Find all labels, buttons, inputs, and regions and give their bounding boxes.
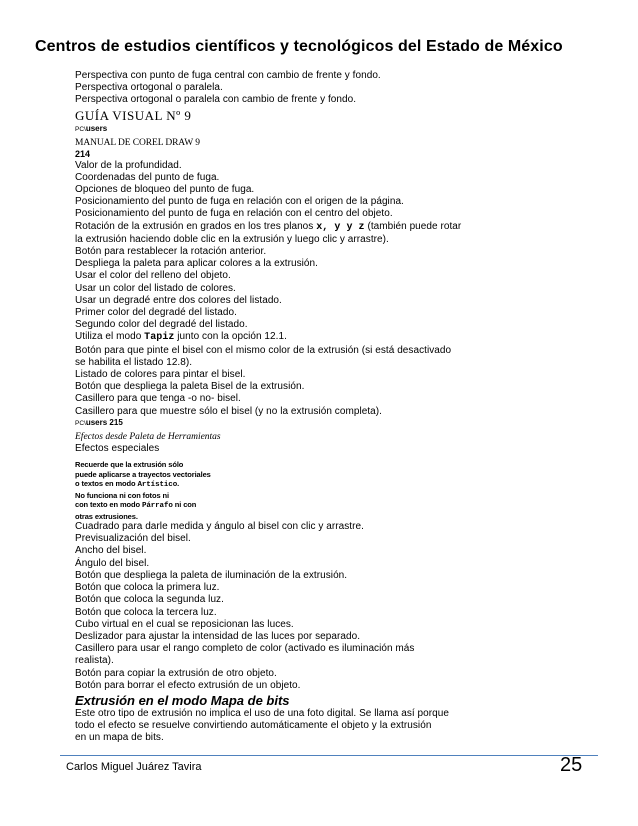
text-line: Opciones de bloqueo del punto de fuga. bbox=[75, 184, 255, 196]
rotation-prefix: Rotación de la extrusión en grados en los tres planos bbox=[75, 220, 317, 232]
page-header-title: Centros de estudios científicos y tecnológicos del Estado de México bbox=[35, 38, 563, 55]
note-text: o textos en modo bbox=[75, 479, 138, 489]
page-number: 25 bbox=[560, 754, 583, 776]
text-line: Deslizador para ajustar la intensidad de las luces por separado. bbox=[75, 630, 361, 642]
page-reference: 214 bbox=[75, 148, 91, 159]
text-line: Botón que coloca la tercera luz. bbox=[75, 606, 217, 618]
mono-term: Artístico bbox=[137, 481, 178, 490]
note-line: puede aplicarse a trayectos vectoriales bbox=[75, 469, 211, 479]
tapiz-line bbox=[75, 331, 575, 344]
tapiz-suffix: junto con la opción 12.1. bbox=[174, 331, 287, 343]
text-line: Primer color del degradé del listado. bbox=[75, 307, 237, 319]
text-line: Botón para que pinte el bisel con el mismo color de la extrusión (si está desactivado bbox=[75, 344, 452, 356]
pc-users-label bbox=[75, 124, 575, 134]
manual-title: MANUAL DE COREL DRAW 9 bbox=[75, 137, 200, 148]
pc-label: PC\ bbox=[75, 419, 86, 427]
text-line: Usar el color del relleno del objeto. bbox=[75, 270, 231, 282]
text-line: Botón que despliega la paleta Bisel de la extrusión. bbox=[75, 381, 305, 393]
text-line: Segundo color del degradé del listado. bbox=[75, 319, 248, 331]
text-line: Botón para restablecer la rotación anterior. bbox=[75, 246, 267, 258]
tapiz-word: Tapiz bbox=[144, 332, 175, 344]
text-line: Botón para copiar la extrusión de otro objeto. bbox=[75, 667, 277, 679]
pc-users-label bbox=[75, 418, 575, 428]
guia-visual-heading: GUÍA VISUAL Nº 9 bbox=[75, 107, 192, 123]
text-line: Cubo virtual en el cual se reposicionan las luces. bbox=[75, 618, 294, 630]
text-line: Este otro tipo de extrusión no implica el uso de una foto digital. Se llama así porque bbox=[75, 707, 449, 719]
text-line: en un mapa de bits. bbox=[75, 732, 164, 744]
pc-label: PC\ bbox=[75, 125, 86, 133]
text-line: Perspectiva ortogonal o paralela con cambio de frente y fondo. bbox=[75, 94, 357, 106]
extrusion-note bbox=[75, 460, 575, 521]
text-line: Casillero para que muestre sólo el bisel (y no la extrusión completa). bbox=[75, 405, 382, 417]
text-line: la extrusión haciendo doble clic en la extrusión y luego clic y arrastre). bbox=[75, 233, 389, 245]
text-line: Perspectiva ortogonal o paralela. bbox=[75, 82, 223, 94]
document-body bbox=[75, 70, 575, 745]
note-text: con texto en modo bbox=[75, 500, 142, 510]
rotation-line bbox=[75, 221, 575, 234]
text-line: se habilita el listado 12.8). bbox=[75, 356, 193, 368]
text-line: Usar un color del listado de colores. bbox=[75, 282, 236, 294]
text-line: Casillero para que tenga -o no- bisel. bbox=[75, 393, 241, 405]
text-line: Casillero para usar el rango completo de color (activado es iluminación más bbox=[75, 643, 415, 655]
text-line: Botón que coloca la primera luz. bbox=[75, 582, 220, 594]
text-line: Botón que despliega la paleta de iluminación de la extrusión. bbox=[75, 569, 348, 581]
note-text: . bbox=[177, 479, 180, 489]
users-label: users 215 bbox=[85, 417, 123, 427]
note-line: Recuerde que la extrusión sólo bbox=[75, 460, 184, 470]
text-line: Valor de la profundidad. bbox=[75, 159, 182, 171]
text-line: Botón para borrar el efecto extrusión de un objeto. bbox=[75, 679, 301, 691]
footer-rule bbox=[60, 755, 598, 756]
users-label: users bbox=[85, 123, 108, 133]
text-line: Previsualización del bisel. bbox=[75, 533, 191, 545]
note-line bbox=[75, 500, 575, 512]
text-line: Posicionamiento del punto de fuga en relación con el centro del objeto. bbox=[75, 208, 393, 220]
text-line: todo el efecto se resuelve convirtiendo automáticamente el objeto y la extrusión bbox=[75, 720, 432, 732]
text-line: Perspectiva con punto de fuga central con cambio de frente y fondo. bbox=[75, 70, 381, 81]
text-line: Ancho del bisel. bbox=[75, 545, 147, 557]
section-subheading: Extrusión en el modo Mapa de bits bbox=[75, 692, 290, 708]
efectos-caption: Efectos desde Paleta de Herramientas bbox=[75, 431, 221, 442]
note-line bbox=[75, 479, 575, 491]
text-line: Botón que coloca la segunda luz. bbox=[75, 594, 224, 606]
text-line: Ángulo del bisel. bbox=[75, 557, 150, 569]
text-line: Despliega la paleta para aplicar colores a la extrusión. bbox=[75, 258, 318, 270]
rotation-axes: x, y y z bbox=[316, 221, 365, 233]
footer-author: Carlos Miguel Juárez Tavira bbox=[66, 761, 202, 773]
text-line: Usar un degradé entre dos colores del listado. bbox=[75, 294, 282, 306]
text-line: realista). bbox=[75, 655, 114, 667]
rotation-suffix: (también puede rotar bbox=[364, 220, 462, 232]
text-line: Listado de colores para pintar el bisel. bbox=[75, 369, 246, 381]
note-line: otras extrusiones. bbox=[75, 511, 138, 521]
text-line: Cuadrado para darle medida y ángulo al bisel con clic y arrastre. bbox=[75, 521, 364, 533]
efectos-especiales: Efectos especiales bbox=[75, 442, 160, 454]
note-line: No funciona ni con fotos ni bbox=[75, 490, 169, 500]
text-line: Coordenadas del punto de fuga. bbox=[75, 171, 220, 183]
note-text: ni con bbox=[172, 500, 197, 510]
mono-term: Párrafo bbox=[141, 502, 173, 511]
tapiz-prefix: Utiliza el modo bbox=[75, 331, 145, 343]
text-line: Posicionamiento del punto de fuga en relación con el origen de la página. bbox=[75, 196, 404, 208]
